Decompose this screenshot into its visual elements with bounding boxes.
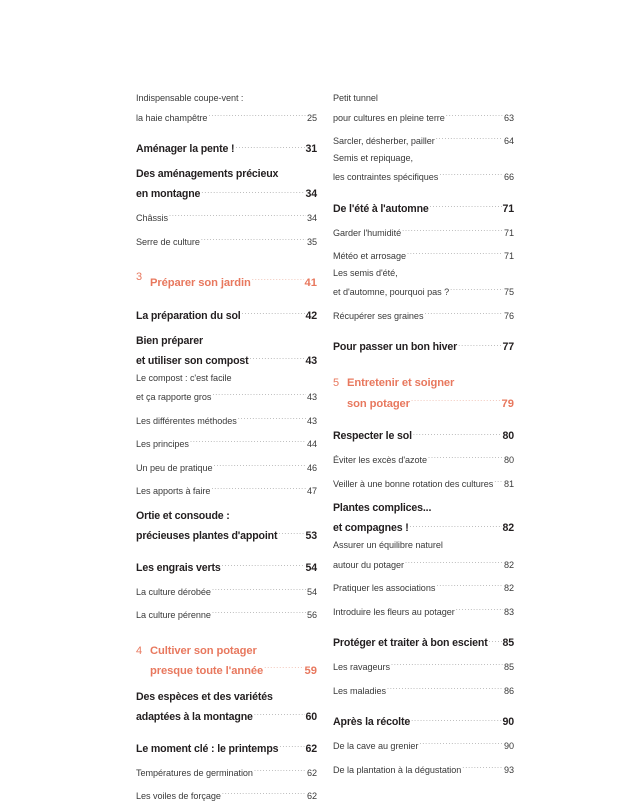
entry-title-line: [333, 471, 514, 491]
entry-page-number: 31: [305, 143, 317, 155]
entry-title: Récupérer ses graines: [333, 310, 424, 321]
toc-subentry-pour-cultures-en-pleine-terre[interactable]: [333, 92, 514, 124]
chapter-heading-entretenir-et-soigner[interactable]: [333, 376, 514, 411]
entry-title: De l'été à l'automne: [333, 202, 429, 215]
toc-subentry-veiller-a-une-bonne-rotation-des-cultures[interactable]: [333, 471, 514, 491]
entry-title: Pratiquer les associations: [333, 583, 436, 593]
entry-title: Introduire les fleurs au potager: [333, 606, 455, 617]
chapter-title-line-1: Cultiver son potager: [150, 644, 257, 657]
entry-title-line: [333, 678, 514, 698]
entry-page-number: 90: [502, 716, 514, 728]
entry-title: adaptées à la montagne: [136, 710, 253, 723]
dot-leader: [402, 220, 503, 236]
chapter-title: Préparer son jardin: [150, 277, 251, 289]
entry-title-line: [136, 478, 317, 498]
dot-leader: [242, 303, 305, 319]
entry-title: Météo et arrosage: [333, 251, 406, 261]
entry-page-number: 56: [306, 610, 317, 620]
dot-leader: [456, 599, 503, 615]
entry-page-number: 82: [502, 522, 514, 534]
toc-section-la-preparation-du-sol[interactable]: [136, 303, 317, 323]
chapter-page-number: 41: [304, 277, 317, 289]
toc-column-right: [333, 92, 514, 776]
dot-leader: [411, 709, 501, 725]
toc-subentry-et-ca-rapporte-gros[interactable]: [136, 372, 317, 404]
dot-leader: [405, 552, 503, 568]
dot-leader: [419, 733, 503, 749]
entry-title: Le moment clé : le printemps: [136, 742, 279, 755]
dot-leader: [391, 654, 503, 670]
dot-leader: [407, 243, 503, 259]
entry-page-number: 47: [306, 486, 317, 496]
chapter-title: presque toute l'année: [150, 665, 264, 677]
entry-title: Après la récolte: [333, 716, 411, 728]
entry-page-number: 25: [306, 112, 317, 123]
entry-title: Pour passer un bon hiver: [333, 341, 458, 353]
entry-title: Les ravageurs: [333, 662, 390, 672]
entry-title-line: [136, 783, 317, 803]
entry-title: et utiliser son compost: [136, 354, 249, 367]
entry-title-line: [333, 164, 514, 184]
chapter-number: 4: [136, 644, 143, 657]
entry-page-number: 42: [305, 309, 317, 322]
dot-leader: [213, 455, 306, 471]
dot-leader: [212, 579, 306, 595]
entry-title: La culture pérenne: [136, 610, 211, 620]
toc-columns: [136, 92, 514, 801]
toc-subentry-les-principes[interactable]: [136, 431, 317, 451]
toc-subentry-les-differentes-methodes[interactable]: [136, 408, 317, 428]
entry-page-number: 43: [305, 354, 317, 367]
entry-title: Protéger et traiter à bon escient: [333, 637, 488, 649]
dot-leader: [436, 128, 503, 144]
entry-page-number: 60: [305, 710, 317, 723]
entry-page-number: 64: [503, 136, 514, 146]
dot-leader: [439, 164, 503, 180]
toc-section-le-moment-cle-le-printemps[interactable]: [136, 736, 317, 756]
entry-title-line-1: Les semis d'été,: [333, 267, 398, 278]
dot-leader: [222, 555, 305, 571]
dot-leader: [279, 736, 304, 752]
entry-title-line: [333, 243, 514, 263]
dot-leader: [252, 270, 304, 286]
chapter-page-number: 79: [501, 397, 514, 410]
entry-page-number: 82: [503, 583, 514, 593]
dot-leader: [410, 515, 502, 531]
toc-subentry-recuperer-ses-graines[interactable]: [333, 303, 514, 323]
entry-page-number: 62: [305, 742, 317, 755]
dot-leader: [462, 757, 503, 773]
entry-title-line: [136, 455, 317, 475]
entry-page-number: 71: [502, 202, 514, 215]
entry-title-line-1: Plantes complices...: [333, 502, 432, 514]
entry-title: les contraintes spécifiques: [333, 172, 439, 182]
entry-page-number: 53: [305, 529, 317, 542]
entry-title-line-1: Assurer un équilibre naturel: [333, 540, 443, 550]
entry-title: Un peu de pratique: [136, 462, 213, 473]
toc-subentry-de-la-cave-au-grenier[interactable]: [333, 733, 514, 753]
dot-leader: [411, 391, 501, 407]
entry-title-line: [333, 423, 514, 443]
entry-title-line: [333, 105, 514, 125]
entry-title-line: [333, 552, 514, 572]
entry-page-number: 85: [503, 662, 514, 672]
entry-title-line: [136, 736, 317, 756]
entry-title-line: [333, 128, 514, 148]
entry-title: et ça rapporte gros: [136, 392, 212, 402]
chapter-body: [150, 270, 317, 291]
chapter-page-number: 59: [304, 665, 317, 677]
dot-leader: [446, 105, 503, 121]
entry-page-number: 66: [503, 172, 514, 182]
entry-title-line: [136, 602, 317, 622]
toc-section-les-engrais-verts[interactable]: [136, 555, 317, 575]
dot-leader: [264, 658, 303, 674]
entry-title-line: [136, 384, 317, 404]
entry-title-line: [136, 348, 317, 368]
dot-leader: [238, 408, 306, 424]
dot-leader: [254, 760, 306, 776]
entry-page-number: 62: [306, 791, 317, 801]
entry-title-line-1: Des espèces et des variétés: [136, 690, 273, 703]
toc-subentry-les-ravageurs[interactable]: [333, 654, 514, 674]
toc-subentry-les-voiles-de-forcage[interactable]: [136, 783, 317, 803]
entry-title: pour cultures en pleine terre: [333, 112, 445, 123]
entry-page-number: 71: [503, 251, 514, 261]
entry-title-line: [136, 523, 317, 543]
entry-title-line-1: Indispensable coupe-vent :: [136, 93, 244, 103]
toc-section-apres-la-recolte[interactable]: [333, 709, 514, 729]
toc-subentry-les-maladies[interactable]: [333, 678, 514, 698]
entry-page-number: 54: [305, 561, 317, 574]
entry-page-number: 71: [503, 227, 514, 238]
entry-title-line: [333, 733, 514, 753]
entry-title: La préparation du sol: [136, 309, 241, 322]
toc-section-pour-passer-un-bon-hiver[interactable]: [333, 334, 514, 354]
dot-leader: [222, 783, 306, 799]
toc-section-de-l-ete-a-l-automne[interactable]: [333, 196, 514, 216]
entry-page-number: 75: [503, 287, 514, 297]
entry-page-number: 90: [503, 741, 514, 751]
entry-page-number: 77: [502, 341, 514, 353]
entry-title-line: [333, 220, 514, 240]
entry-title: Veiller à une bonne rotation des cultures: [333, 478, 494, 489]
entry-title: La culture dérobée: [136, 586, 211, 597]
dot-leader: [190, 431, 306, 447]
entry-page-number: 34: [306, 213, 317, 223]
dot-leader: [211, 478, 306, 494]
entry-title-line: [136, 181, 317, 201]
chapter-heading-preparer-son-jardin[interactable]: [136, 270, 317, 291]
entry-page-number: 43: [306, 392, 317, 402]
toc-subentry-les-apports-a-faire[interactable]: [136, 478, 317, 498]
entry-page-number: 62: [306, 767, 317, 778]
toc-subentry-sarcler-desherber-pailler[interactable]: [333, 128, 514, 148]
toc-section-adaptees-a-la-montagne[interactable]: [136, 691, 317, 724]
entry-page-number: 63: [503, 112, 514, 123]
entry-page-number: 82: [503, 559, 514, 570]
entry-page-number: 80: [503, 455, 514, 465]
entry-title-line: [333, 575, 514, 595]
entry-title: et compagnes !: [333, 522, 409, 534]
entry-title-line: [333, 279, 514, 299]
toc-subentry-la-culture-perenne[interactable]: [136, 602, 317, 622]
toc-subentry-de-la-plantation-a-la-degustation[interactable]: [333, 757, 514, 777]
dot-leader: [278, 523, 304, 539]
toc-subentry-les-contraintes-specifiques[interactable]: [333, 152, 514, 184]
entry-title: Les principes: [136, 439, 189, 449]
toc-column-left: [136, 92, 317, 803]
chapter-title-line: [347, 391, 514, 412]
entry-title-line-1: Semis et repiquage,: [333, 152, 413, 163]
entry-title: De la plantation à la dégustation: [333, 764, 462, 775]
entry-page-number: 34: [305, 188, 317, 200]
entry-page-number: 83: [503, 606, 514, 617]
toc-subentry-eviter-les-exces-d-azote[interactable]: [333, 447, 514, 467]
entry-title-line: [333, 334, 514, 354]
entry-title: Les maladies: [333, 685, 386, 696]
toc-subentry-pratiquer-les-associations[interactable]: [333, 575, 514, 595]
entry-page-number: 43: [306, 415, 317, 426]
dot-leader: [169, 205, 306, 221]
dot-leader: [201, 181, 304, 197]
dot-leader: [458, 334, 501, 350]
toc-subentry-temperatures-de-germination[interactable]: [136, 760, 317, 780]
toc-section-proteger-et-traiter-a-bon-escient[interactable]: [333, 630, 514, 650]
chapter-body: [347, 376, 514, 411]
dot-leader: [450, 279, 503, 295]
toc-subentry-la-culture-derobee[interactable]: [136, 579, 317, 599]
dot-leader: [489, 630, 502, 646]
entry-title: Aménager la pente !: [136, 143, 235, 155]
entry-title-line-1: Des aménagements précieux: [136, 168, 279, 180]
entry-title-line: [136, 136, 317, 156]
entry-title: autour du potager: [333, 559, 404, 570]
entry-title-line: [333, 709, 514, 729]
entry-title-line: [136, 555, 317, 575]
entry-page-number: 86: [503, 685, 514, 696]
entry-title: et d'automne, pourquoi pas ?: [333, 287, 450, 297]
entry-title: Respecter le sol: [333, 430, 412, 442]
entry-title-line: [136, 105, 317, 125]
dot-leader: [201, 229, 306, 245]
entry-title: Serre de culture: [136, 236, 200, 247]
entry-title: De la cave au grenier: [333, 741, 419, 751]
entry-title: Les voiles de forçage: [136, 791, 221, 801]
entry-title-line: [136, 303, 317, 323]
entry-page-number: 81: [503, 478, 514, 489]
chapter-title: son potager: [347, 397, 410, 410]
dot-leader: [212, 602, 306, 618]
entry-page-number: 93: [503, 764, 514, 775]
dot-leader: [424, 303, 503, 319]
toc-section-precieuses-plantes-d-appoint[interactable]: [136, 510, 317, 543]
entry-title: Châssis: [136, 213, 168, 223]
toc-subentry-garder-l-humidite[interactable]: [333, 220, 514, 240]
entry-page-number: 44: [306, 439, 317, 449]
entry-page-number: 54: [306, 586, 317, 597]
entry-title-line: [333, 196, 514, 216]
entry-page-number: 76: [503, 310, 514, 321]
entry-title: Températures de germination: [136, 767, 253, 778]
toc-subentry-meteo-et-arrosage[interactable]: [333, 243, 514, 263]
entry-title-line-1: Le compost : c'est facile: [136, 372, 232, 383]
entry-page-number: 35: [306, 236, 317, 247]
toc-subentry-et-d-automne-pourquoi-pas[interactable]: [333, 267, 514, 299]
dot-leader: [254, 704, 305, 720]
entry-title-line: [136, 408, 317, 428]
entry-page-number: 85: [502, 637, 514, 649]
entry-title: en montagne: [136, 188, 201, 200]
toc-section-respecter-le-sol[interactable]: [333, 423, 514, 443]
toc-subentry-chassis[interactable]: [136, 205, 317, 225]
toc-section-en-montagne[interactable]: [136, 168, 317, 201]
entry-title-line: [136, 431, 317, 451]
entry-title-line-1: Ortie et consoude :: [136, 509, 230, 522]
dot-leader: [428, 447, 503, 463]
entry-title-line-1: Bien préparer: [136, 334, 203, 347]
entry-title: précieuses plantes d'appoint: [136, 529, 278, 542]
entry-page-number: 80: [502, 430, 514, 442]
toc-subentry-un-peu-de-pratique[interactable]: [136, 455, 317, 475]
entry-title: Éviter les excès d'azote: [333, 455, 428, 465]
entry-title-line: [333, 630, 514, 650]
toc-section-amenager-la-pente[interactable]: [136, 136, 317, 156]
chapter-number: 3: [136, 271, 143, 283]
dot-leader: [494, 471, 503, 487]
entry-page-number: 46: [306, 462, 317, 473]
entry-title-line: [136, 760, 317, 780]
toc-section-et-compagnes[interactable]: [333, 502, 514, 535]
entry-title-line: [136, 579, 317, 599]
toc-subentry-autour-du-potager[interactable]: [333, 539, 514, 571]
dot-leader: [208, 105, 306, 121]
dot-leader: [413, 423, 502, 439]
toc-subentry-introduire-les-fleurs-au-potager[interactable]: [333, 599, 514, 619]
toc-section-et-utiliser-son-compost[interactable]: [136, 335, 317, 368]
dot-leader: [212, 384, 306, 400]
entry-title-line: [333, 757, 514, 777]
chapter-title-line: [150, 658, 317, 679]
chapter-title-line-1: Entretenir et soigner: [347, 377, 455, 389]
entry-title: Les engrais verts: [136, 561, 221, 574]
chapter-body: [150, 644, 317, 679]
entry-title-line: [333, 303, 514, 323]
entry-title-line: [333, 447, 514, 467]
entry-title: Sarcler, désherber, pailler: [333, 136, 435, 146]
toc-subentry-la-haie-champetre[interactable]: [136, 92, 317, 124]
dot-leader: [250, 348, 305, 364]
entry-title-line: [333, 515, 514, 535]
dot-leader: [436, 575, 503, 591]
entry-title-line: [333, 599, 514, 619]
dot-leader: [430, 196, 502, 212]
chapter-title-line: [150, 270, 317, 291]
entry-title-line: [136, 205, 317, 225]
dot-leader: [235, 136, 304, 152]
chapter-heading-cultiver-son-potager[interactable]: [136, 644, 317, 679]
entry-title: Les différentes méthodes: [136, 415, 237, 426]
entry-title-line-1: Petit tunnel: [333, 93, 378, 103]
entry-title: Garder l'humidité: [333, 227, 402, 238]
entry-title: la haie champêtre: [136, 112, 208, 123]
dot-leader: [387, 678, 503, 694]
entry-title-line: [136, 229, 317, 249]
entry-title-line: [136, 704, 317, 724]
entry-title-line: [333, 654, 514, 674]
entry-title: Les apports à faire: [136, 486, 211, 496]
chapter-number: 5: [333, 377, 340, 389]
toc-subentry-serre-de-culture[interactable]: [136, 229, 317, 249]
